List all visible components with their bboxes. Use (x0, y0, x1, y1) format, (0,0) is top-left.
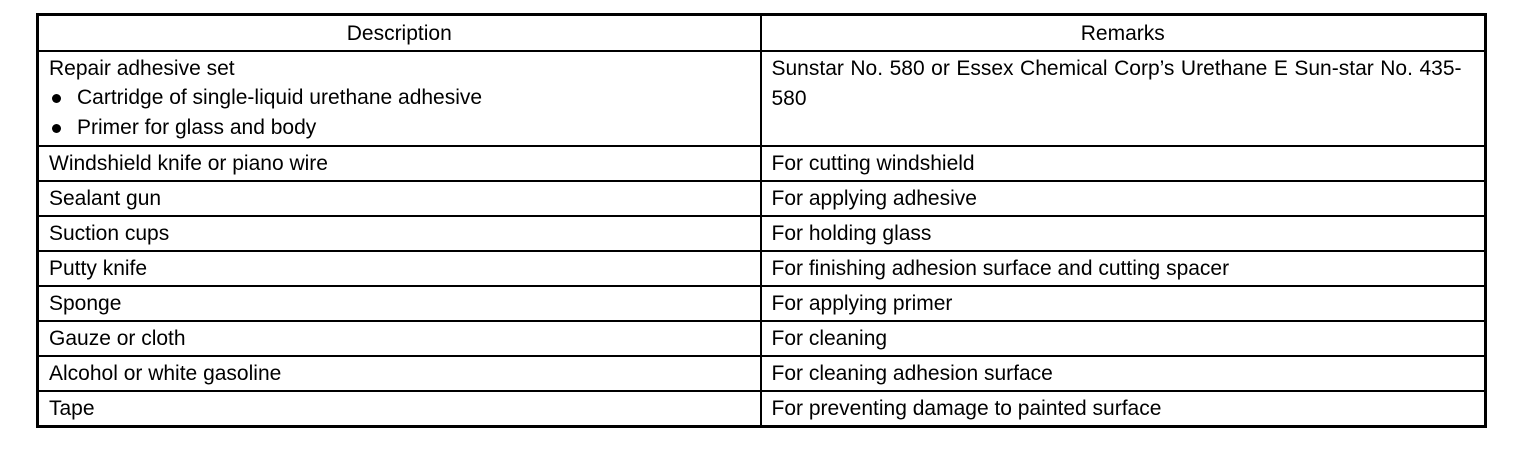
description-cell: Tape (38, 391, 761, 427)
description-column-header: Description (38, 15, 761, 52)
table-row (38, 51, 1486, 146)
table-row (38, 216, 1486, 251)
remarks-cell: For cleaning (761, 321, 1486, 356)
tools-table (36, 13, 1487, 428)
table-header (38, 15, 1486, 52)
description-cell: Sponge (38, 286, 761, 321)
remarks-cell: For applying adhesive (761, 181, 1486, 216)
remarks-cell: For cleaning adhesion surface (761, 356, 1486, 391)
remarks-cell (761, 51, 1486, 146)
description-cell: Alcohol or white gasoline (38, 356, 761, 391)
description-cell: Gauze or cloth (38, 321, 761, 356)
sub-list-item (49, 113, 750, 143)
description-text: Repair adhesive set (49, 57, 235, 80)
remarks-column-header: Remarks (761, 15, 1486, 52)
description-cell: Suction cups (38, 216, 761, 251)
table-row (38, 286, 1486, 321)
remarks-cell: For finishing adhesion surface and cutting spacer (761, 251, 1486, 286)
bullet-dot-icon (52, 94, 61, 103)
remarks-cell: For applying primer (761, 286, 1486, 321)
sub-item-text: Primer for glass and body (77, 116, 317, 139)
remarks-cell: For cutting windshield (761, 146, 1486, 181)
table-row (38, 391, 1486, 427)
header-row (38, 15, 1486, 52)
table-row (38, 251, 1486, 286)
table-body (38, 51, 1486, 427)
sub-list-item (49, 83, 750, 113)
bullet-dot-icon (52, 124, 61, 133)
tools-table-container (36, 13, 1484, 428)
remarks-cell: For holding glass (761, 216, 1486, 251)
description-cell: Windshield knife or piano wire (38, 146, 761, 181)
remarks-cell: For preventing damage to painted surface (761, 391, 1486, 427)
table-row (38, 146, 1486, 181)
table-row (38, 356, 1486, 391)
table-row (38, 321, 1486, 356)
description-cell: Putty knife (38, 251, 761, 286)
sub-item-text: Cartridge of single-liquid urethane adhesive (77, 86, 483, 109)
remarks-text: Sunstar No. 580 or Essex Chemical Corp’s Urethane E Sun-star No. 435-580 (771, 57, 1462, 110)
table-row (38, 181, 1486, 216)
description-cell (38, 51, 761, 146)
description-cell: Sealant gun (38, 181, 761, 216)
sub-item-list (49, 83, 750, 143)
